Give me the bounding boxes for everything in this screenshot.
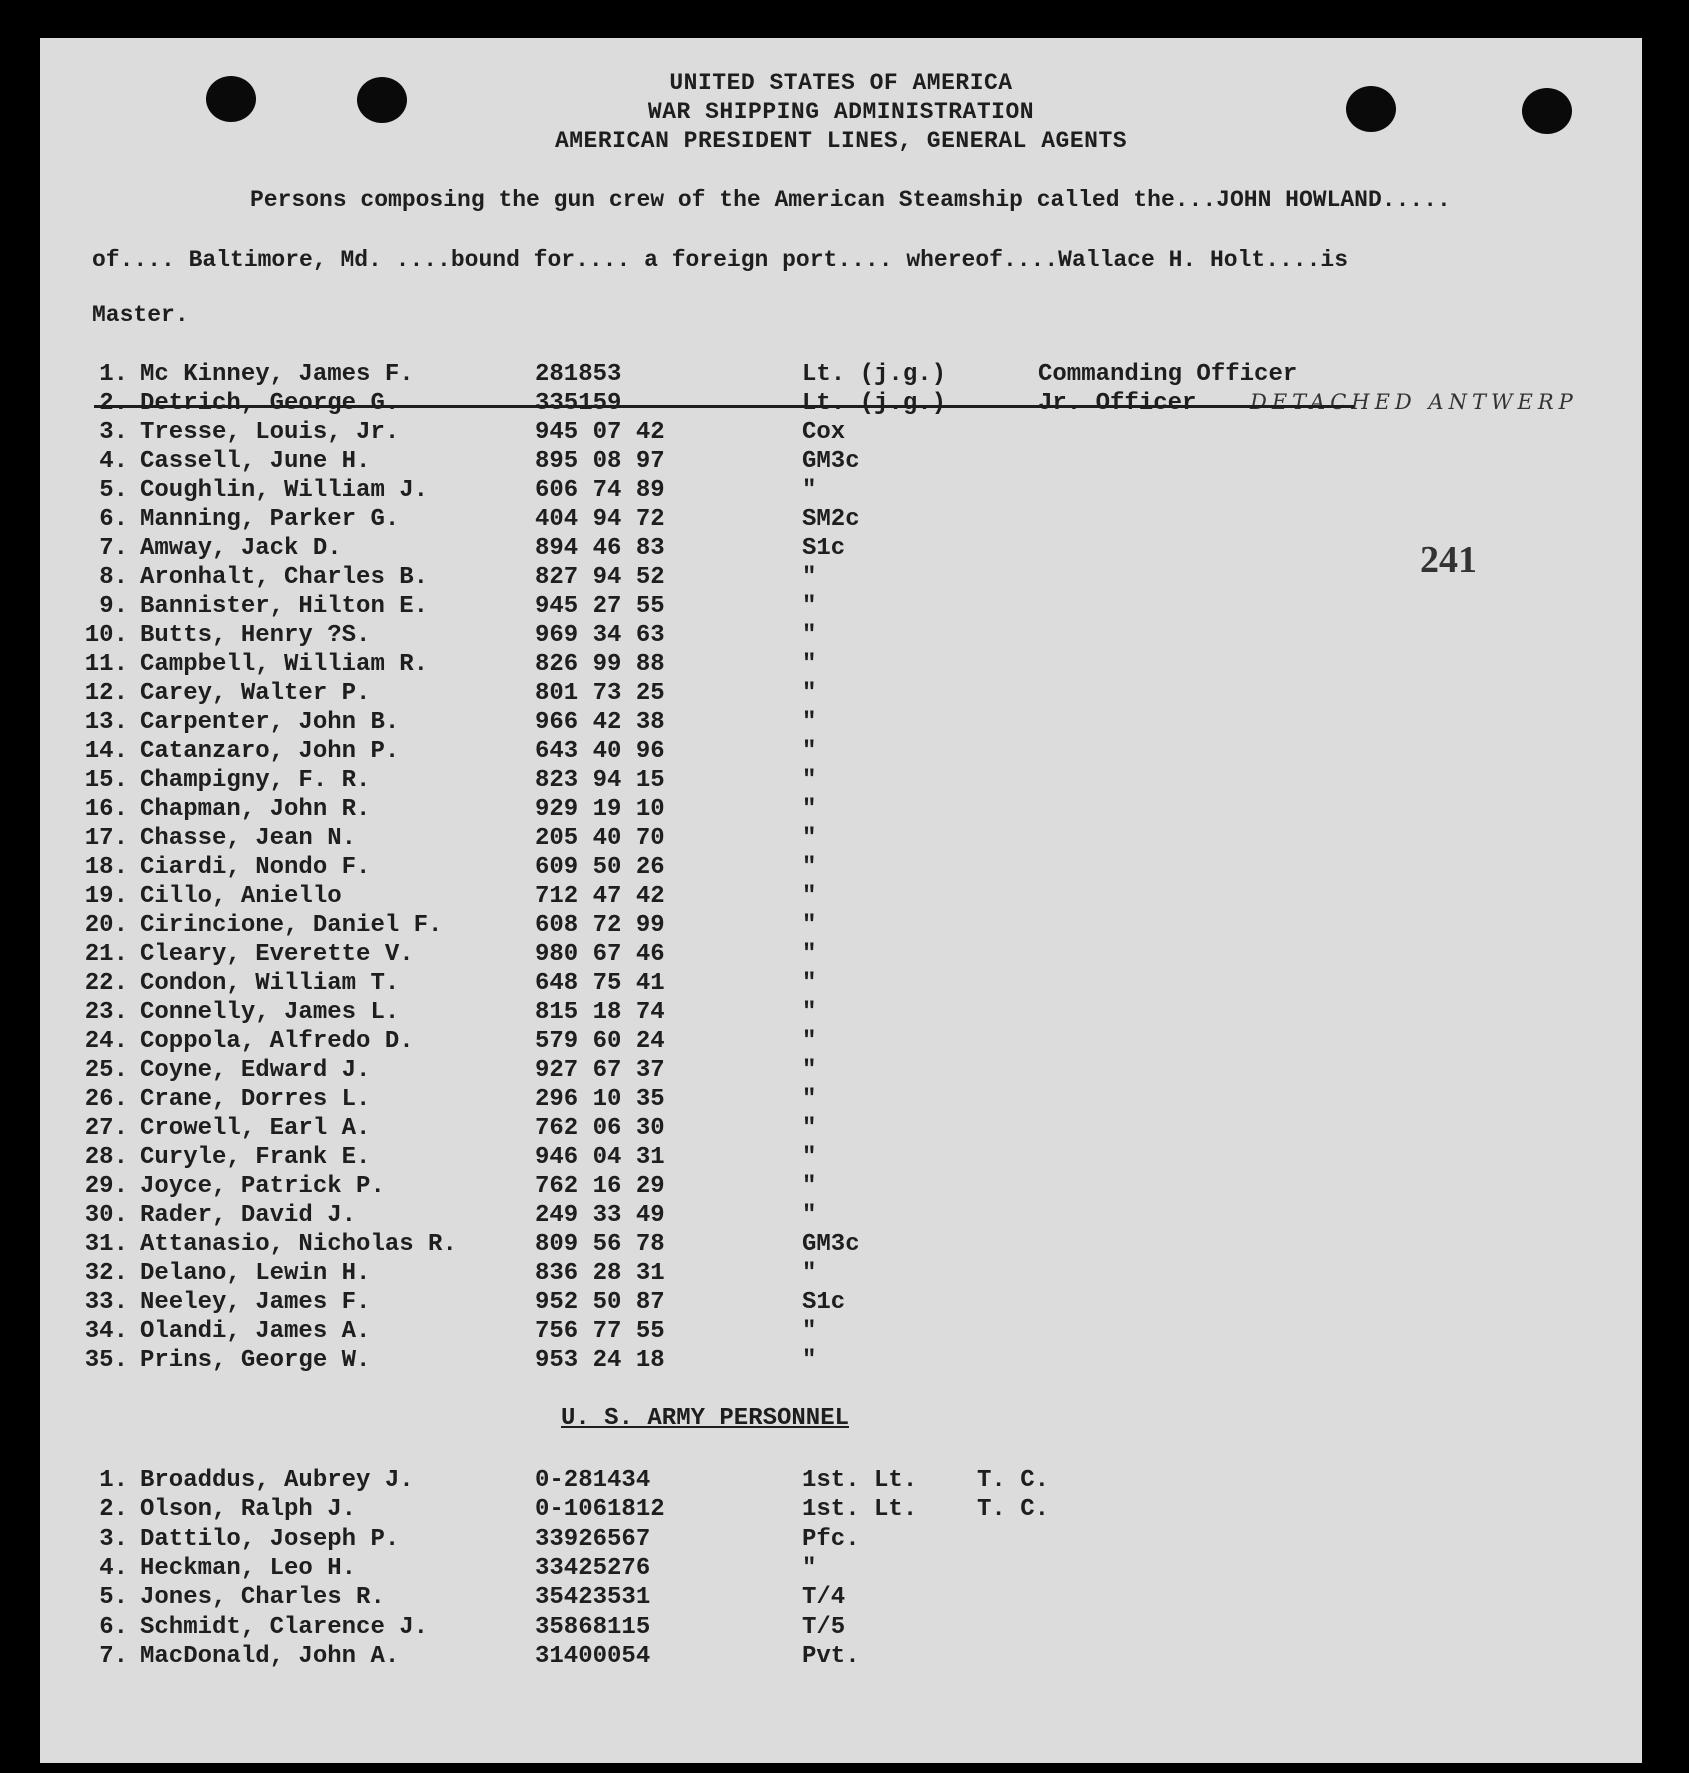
row-number: 33. [84,1289,128,1316]
crew-row [40,825,1642,854]
person-name: Mc Kinney, James F. [140,361,414,388]
person-name: Bannister, Hilton E. [140,593,429,620]
row-number: 3. [99,1525,128,1553]
rank: 1st. Lt. [802,1467,918,1494]
service-number: 815 18 74 [535,999,665,1026]
row-number: 6. [99,1613,128,1641]
service-number: 809 56 78 [535,1231,665,1258]
rank: " [802,999,817,1026]
crew-row [40,1028,1642,1057]
crew-row [40,1289,1642,1318]
person-name: Coughlin, William J. [140,477,429,504]
person-name: Coppola, Alfredo D. [140,1028,414,1055]
rank: " [802,1173,817,1200]
row-number: 32. [84,1260,128,1287]
rank: " [802,1086,817,1113]
crew-row [40,941,1642,970]
person-name: Detrich, George G. [140,390,400,417]
header-line-1: UNITED STATES OF AMERICA [669,70,1013,96]
rank: Pvt. [802,1642,860,1670]
rank: Lt. (j.g.) [802,361,947,388]
rank: SM2c [802,506,860,533]
service-number: 0-281434 [535,1467,651,1494]
service-number: 969 34 63 [535,622,665,649]
row-number: 35. [84,1347,128,1374]
service-number: 712 47 42 [535,883,665,910]
crew-row [40,1173,1642,1202]
army-row [40,1496,1642,1525]
person-name: Cillo, Aniello [140,883,342,910]
crew-row [40,1318,1642,1347]
crew-row [40,970,1642,999]
row-number: 11. [84,651,128,678]
service-number: 296 10 35 [535,1086,665,1113]
crew-row [40,854,1642,883]
person-name: Condon, William T. [140,970,400,997]
crew-row [40,390,1642,419]
rank: " [802,709,817,736]
rank: " [802,912,817,939]
service-number: 33425276 [535,1554,651,1582]
crew-row [40,564,1642,593]
service-number: 894 46 83 [535,535,665,562]
row-number: 20. [84,912,128,939]
crew-row [40,651,1642,680]
service-number: 608 72 99 [535,912,665,939]
crew-row [40,912,1642,941]
row-number: 1. [99,1467,128,1494]
handwritten-annotation: DETACHED ANTWERP [1250,390,1578,414]
person-name: Coyne, Edward J. [140,1057,371,1084]
row-number: 15. [84,767,128,794]
person-name: Amway, Jack D. [140,535,342,562]
service-number: 205 40 70 [535,825,665,852]
service-number: 643 40 96 [535,738,665,765]
rank: " [802,651,817,678]
rank: " [802,1260,817,1287]
crew-row [40,1057,1642,1086]
service-number: 823 94 15 [535,767,665,794]
person-name: Broaddus, Aubrey J. [140,1467,414,1494]
service-number: 609 50 26 [535,854,665,881]
row-number: 4. [99,448,128,475]
crew-row [40,622,1642,651]
service-number: 35423531 [535,1584,651,1612]
service-number: 929 19 10 [535,796,665,823]
row-number: 24. [84,1028,128,1055]
service-number: 952 50 87 [535,1289,665,1316]
service-number: 648 75 41 [535,970,665,997]
header-line-2: WAR SHIPPING ADMINISTRATION [647,99,1035,125]
rank: " [802,1318,817,1345]
row-number: 26. [84,1086,128,1113]
crew-row [40,796,1642,825]
service-number: 762 06 30 [535,1115,665,1142]
rank: " [802,1115,817,1142]
rank: " [802,1057,817,1084]
person-name: Crane, Dorres L. [140,1086,371,1113]
row-number: 27. [84,1115,128,1142]
service-number: 31400054 [535,1642,651,1670]
crew-row [40,1347,1642,1376]
rank: " [802,738,817,765]
person-name: Olson, Ralph J. [140,1496,357,1524]
rank: T/4 [802,1584,846,1612]
person-name: Chapman, John R. [140,796,371,823]
header-line-3: AMERICAN PRESIDENT LINES, GENERAL AGENTS [554,128,1128,154]
person-name: Connelly, James L. [140,999,400,1026]
service-number: 281853 [535,361,622,388]
row-number: 3. [99,419,128,446]
army-row [40,1555,1642,1584]
row-number: 2. [99,390,128,417]
rank: " [802,970,817,997]
person-name: Rader, David J. [140,1202,357,1229]
service-number: 945 07 42 [535,419,665,446]
person-name: Chasse, Jean N. [140,825,357,852]
row-number: 18. [84,854,128,881]
person-name: Dattilo, Joseph P. [140,1525,400,1553]
army-heading: U. S. ARMY PERSONNEL [560,1405,850,1432]
crew-row [40,1086,1642,1115]
row-number: 25. [84,1057,128,1084]
crew-row [40,709,1642,738]
row-number: 13. [84,709,128,736]
intro-line-1: Persons composing the gun crew of the American Steamship called the...JOHN HOWLAND..... [250,187,1451,213]
crew-row [40,1231,1642,1260]
crew-row [40,1144,1642,1173]
crew-row [40,680,1642,709]
row-number: 5. [99,477,128,504]
intro-line-3: Master. [92,302,189,328]
crew-row [40,448,1642,477]
service-number: 801 73 25 [535,680,665,707]
army-row [40,1526,1642,1555]
service-number: 756 77 55 [535,1318,665,1345]
crew-row [40,361,1642,390]
intro-line-2: of.... Baltimore, Md. ....bound for.... a foreign port.... whereof....Wallace H. Holt....is [92,247,1349,273]
row-number: 21. [84,941,128,968]
person-name: Crowell, Earl A. [140,1115,371,1142]
person-name: Cassell, June H. [140,448,371,475]
rank: " [802,593,817,620]
crew-row [40,999,1642,1028]
row-number: 12. [84,680,128,707]
document-page [40,38,1642,1763]
service-number: 945 27 55 [535,593,665,620]
rank: Lt. (j.g.) [802,390,947,417]
row-number: 28. [84,1144,128,1171]
rank: " [802,1554,817,1582]
row-number: 9. [99,593,128,620]
person-name: Heckman, Leo H. [140,1554,357,1582]
service-number: 335159 [535,390,622,417]
row-number: 8. [99,564,128,591]
person-name: Butts, Henry ?S. [140,622,371,649]
crew-row [40,477,1642,506]
row-number: 7. [99,1642,128,1670]
crew-row [40,767,1642,796]
rank: " [802,1202,817,1229]
rank: GM3c [802,1231,860,1258]
person-name: Aronhalt, Charles B. [140,564,429,591]
service-number: 33926567 [535,1525,651,1553]
rank: " [802,680,817,707]
unit: T. C. [977,1496,1050,1524]
service-number: 826 99 88 [535,651,665,678]
rank: " [802,622,817,649]
service-number: 606 74 89 [535,477,665,504]
service-number: 836 28 31 [535,1260,665,1287]
rank: " [802,1028,817,1055]
service-number: 762 16 29 [535,1173,665,1200]
rank: Pfc. [802,1525,860,1553]
row-number: 30. [84,1202,128,1229]
person-name: Tresse, Louis, Jr. [140,419,400,446]
row-number: 6. [99,506,128,533]
crew-row [40,883,1642,912]
person-name: Olandi, James A. [140,1318,371,1345]
person-name: Cirincione, Daniel F. [140,912,443,939]
service-number: 953 24 18 [535,1347,665,1374]
row-number: 19. [84,883,128,910]
army-row [40,1467,1642,1496]
row-number: 2. [99,1496,128,1524]
person-name: Cleary, Everette V. [140,941,414,968]
person-name: Joyce, Patrick P. [140,1173,385,1200]
role-note: Commanding Officer [1038,361,1298,388]
row-number: 23. [84,999,128,1026]
army-row [40,1643,1642,1672]
service-number: 404 94 72 [535,506,665,533]
person-name: Schmidt, Clarence J. [140,1613,429,1641]
person-name: MacDonald, John A. [140,1642,400,1670]
row-number: 16. [84,796,128,823]
person-name: Carey, Walter P. [140,680,371,707]
army-row [40,1614,1642,1643]
crew-row [40,1115,1642,1144]
person-name: Neeley, James F. [140,1289,371,1316]
row-number: 10. [84,622,128,649]
rank: " [802,854,817,881]
role-note: Jr. Officer [1038,390,1197,417]
person-name: Prins, George W. [140,1347,371,1374]
row-number: 4. [99,1554,128,1582]
rank: T/5 [802,1613,846,1641]
page-number: 241 [1420,539,1477,581]
rank: " [802,477,817,504]
service-number: 946 04 31 [535,1144,665,1171]
army-row [40,1584,1642,1613]
service-number: 249 33 49 [535,1202,665,1229]
crew-row [40,738,1642,767]
row-number: 14. [84,738,128,765]
person-name: Manning, Parker G. [140,506,400,533]
rank: Cox [802,419,846,446]
person-name: Delano, Lewin H. [140,1260,371,1287]
service-number: 927 67 37 [535,1057,665,1084]
crew-row [40,419,1642,448]
row-number: 5. [99,1584,128,1612]
service-number: 579 60 24 [535,1028,665,1055]
rank: " [802,941,817,968]
service-number: 980 67 46 [535,941,665,968]
rank: " [802,1347,817,1374]
rank: " [802,796,817,823]
rank: S1c [802,535,846,562]
row-number: 34. [84,1318,128,1345]
person-name: Champigny, F. R. [140,767,371,794]
person-name: Attanasio, Nicholas R. [140,1231,457,1258]
row-number: 22. [84,970,128,997]
rank: 1st. Lt. [802,1496,918,1524]
person-name: Carpenter, John B. [140,709,400,736]
person-name: Catanzaro, John P. [140,738,400,765]
person-name: Ciardi, Nondo F. [140,854,371,881]
service-number: 35868115 [535,1613,651,1641]
row-number: 17. [84,825,128,852]
rank: " [802,1144,817,1171]
service-number: 827 94 52 [535,564,665,591]
row-number: 1. [99,361,128,388]
crew-row [40,1260,1642,1289]
person-name: Curyle, Frank E. [140,1144,371,1171]
rank: S1c [802,1289,846,1316]
rank: " [802,883,817,910]
person-name: Campbell, William R. [140,651,429,678]
rank: GM3c [802,448,860,475]
service-number: 895 08 97 [535,448,665,475]
service-number: 966 42 38 [535,709,665,736]
rank: " [802,767,817,794]
service-number: 0-1061812 [535,1496,665,1524]
row-number: 31. [84,1231,128,1258]
person-name: Jones, Charles R. [140,1584,385,1612]
crew-row [40,593,1642,622]
rank: " [802,564,817,591]
crew-row [40,506,1642,535]
row-number: 29. [84,1173,128,1200]
rank: " [802,825,817,852]
crew-row [40,1202,1642,1231]
crew-row [40,535,1642,564]
unit: T. C. [977,1467,1050,1494]
row-number: 7. [99,535,128,562]
